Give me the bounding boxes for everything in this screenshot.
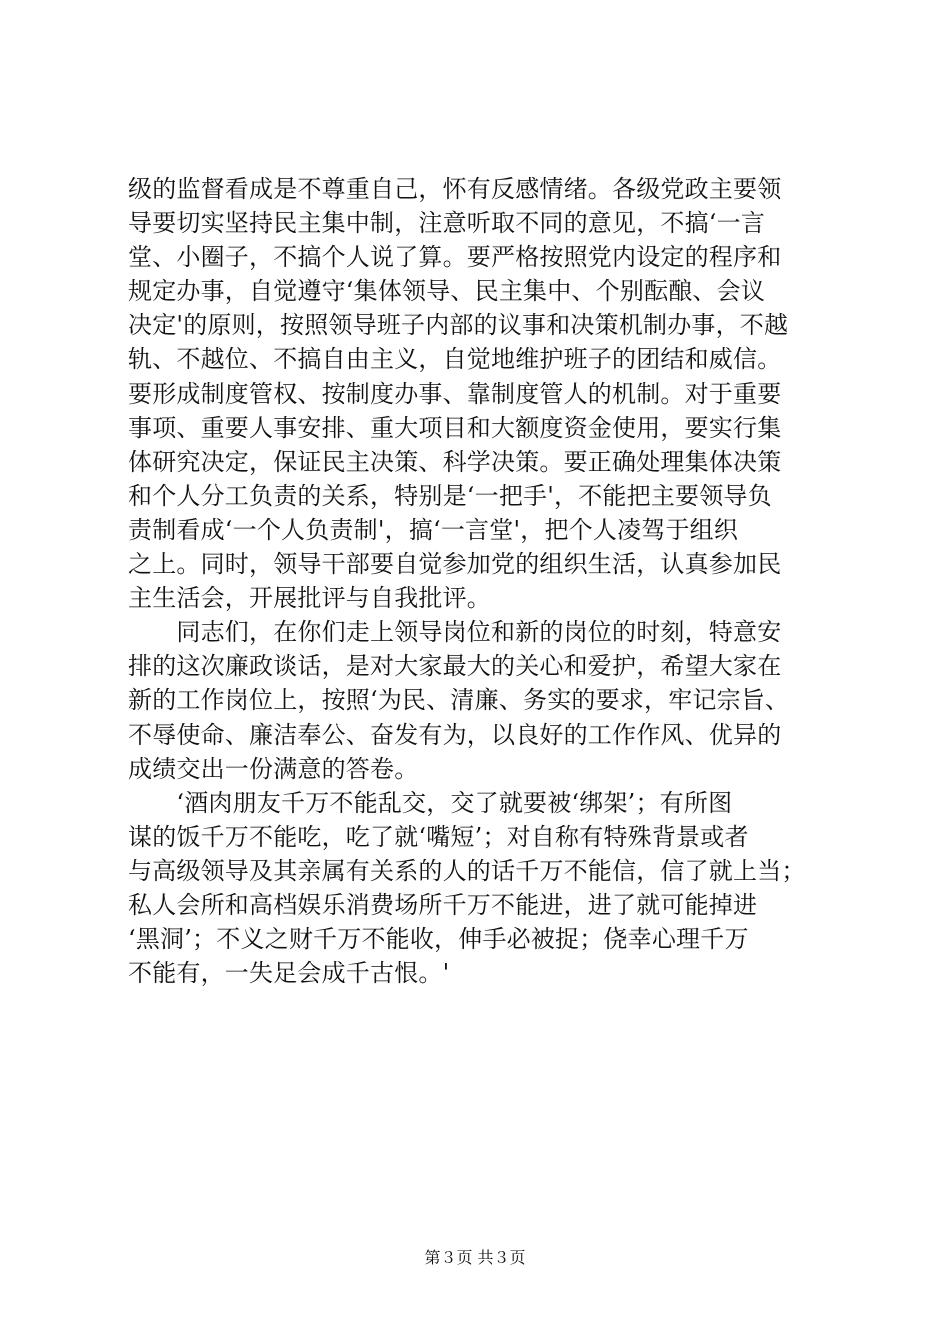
text-line: 要形成制度管权、按制度办事、靠制度管人的机制。对于重要 <box>128 379 782 408</box>
text-line: 主生活会，开展批评与自我批评。 <box>128 584 491 613</box>
text-line: 轨、不越位、不搞自由主义，自觉地维护班子的团结和威信。 <box>128 345 782 374</box>
text-line: ‘酒肉朋友千万不能乱交，交了就要被‘绑架’；有所图 <box>128 788 733 817</box>
text-line: 规定办事，自觉遵守‘集体领导、民主集中、个别酝酿、会议 <box>128 277 766 306</box>
text-line: 成绩交出一份满意的答卷。 <box>128 754 419 783</box>
text-line: 决定'的原则，按照领导班子内部的议事和决策机制办事，不越 <box>128 311 789 340</box>
text-line: 和个人分工负责的关系，特别是‘一把手'，不能把主要领导负 <box>128 481 772 510</box>
text-line: 导要切实坚持民主集中制，注意听取不同的意见，不搞‘一言 <box>128 209 766 238</box>
document-body <box>128 172 828 990</box>
text-line: 级的监督看成是不尊重自己，怀有反感情绪。各级党政主要领 <box>128 175 782 203</box>
text-line: 同志们，在你们走上领导岗位和新的岗位的时刻，特意安 <box>128 618 782 647</box>
text-line: ‘黑洞’；不义之财千万不能收，伸手必被捉；侥幸心理千万 <box>128 925 749 954</box>
text-line: 责制看成‘一个人负责制'，搞‘一言堂'，把个人凌驾于组织 <box>128 515 739 544</box>
text-line: 堂、小圈子，不搞个人说了算。要严格按照党内设定的程序和 <box>128 243 782 272</box>
text-line: 新的工作岗位上，按照‘为民、清廉、务实的要求，牢记宗旨、 <box>128 686 790 715</box>
text-line: 私人会所和高档娱乐消费场所千万不能进，进了就可能掉进 <box>128 890 758 919</box>
text-line: 体研究决定，保证民主决策、科学决策。要正确处理集体决策 <box>128 447 782 476</box>
text-line: 排的这次廉政谈话，是对大家最大的关心和爱护，希望大家在 <box>128 652 782 681</box>
page-number-footer: 第３页 共３页 <box>424 1248 526 1267</box>
text-line: 不能有，一失足会成千古恨。' <box>128 959 450 988</box>
text-line: 之上。同时，领导干部要自觉参加党的组织生活，认真参加民 <box>128 550 782 579</box>
text-line: 事项、重要人事安排、重大项目和大额度资金使用，要实行集 <box>128 413 782 442</box>
text-line: 不辱使命、廉洁奉公、奋发有为，以良好的工作作风、优异的 <box>128 720 782 749</box>
text-line: 谋的饭千万不能吃，吃了就‘嘴短’；对自称有特殊背景或者 <box>128 822 749 851</box>
text-line: 与高级领导及其亲属有关系的人的话千万不能信，信了就上当； <box>128 856 806 885</box>
